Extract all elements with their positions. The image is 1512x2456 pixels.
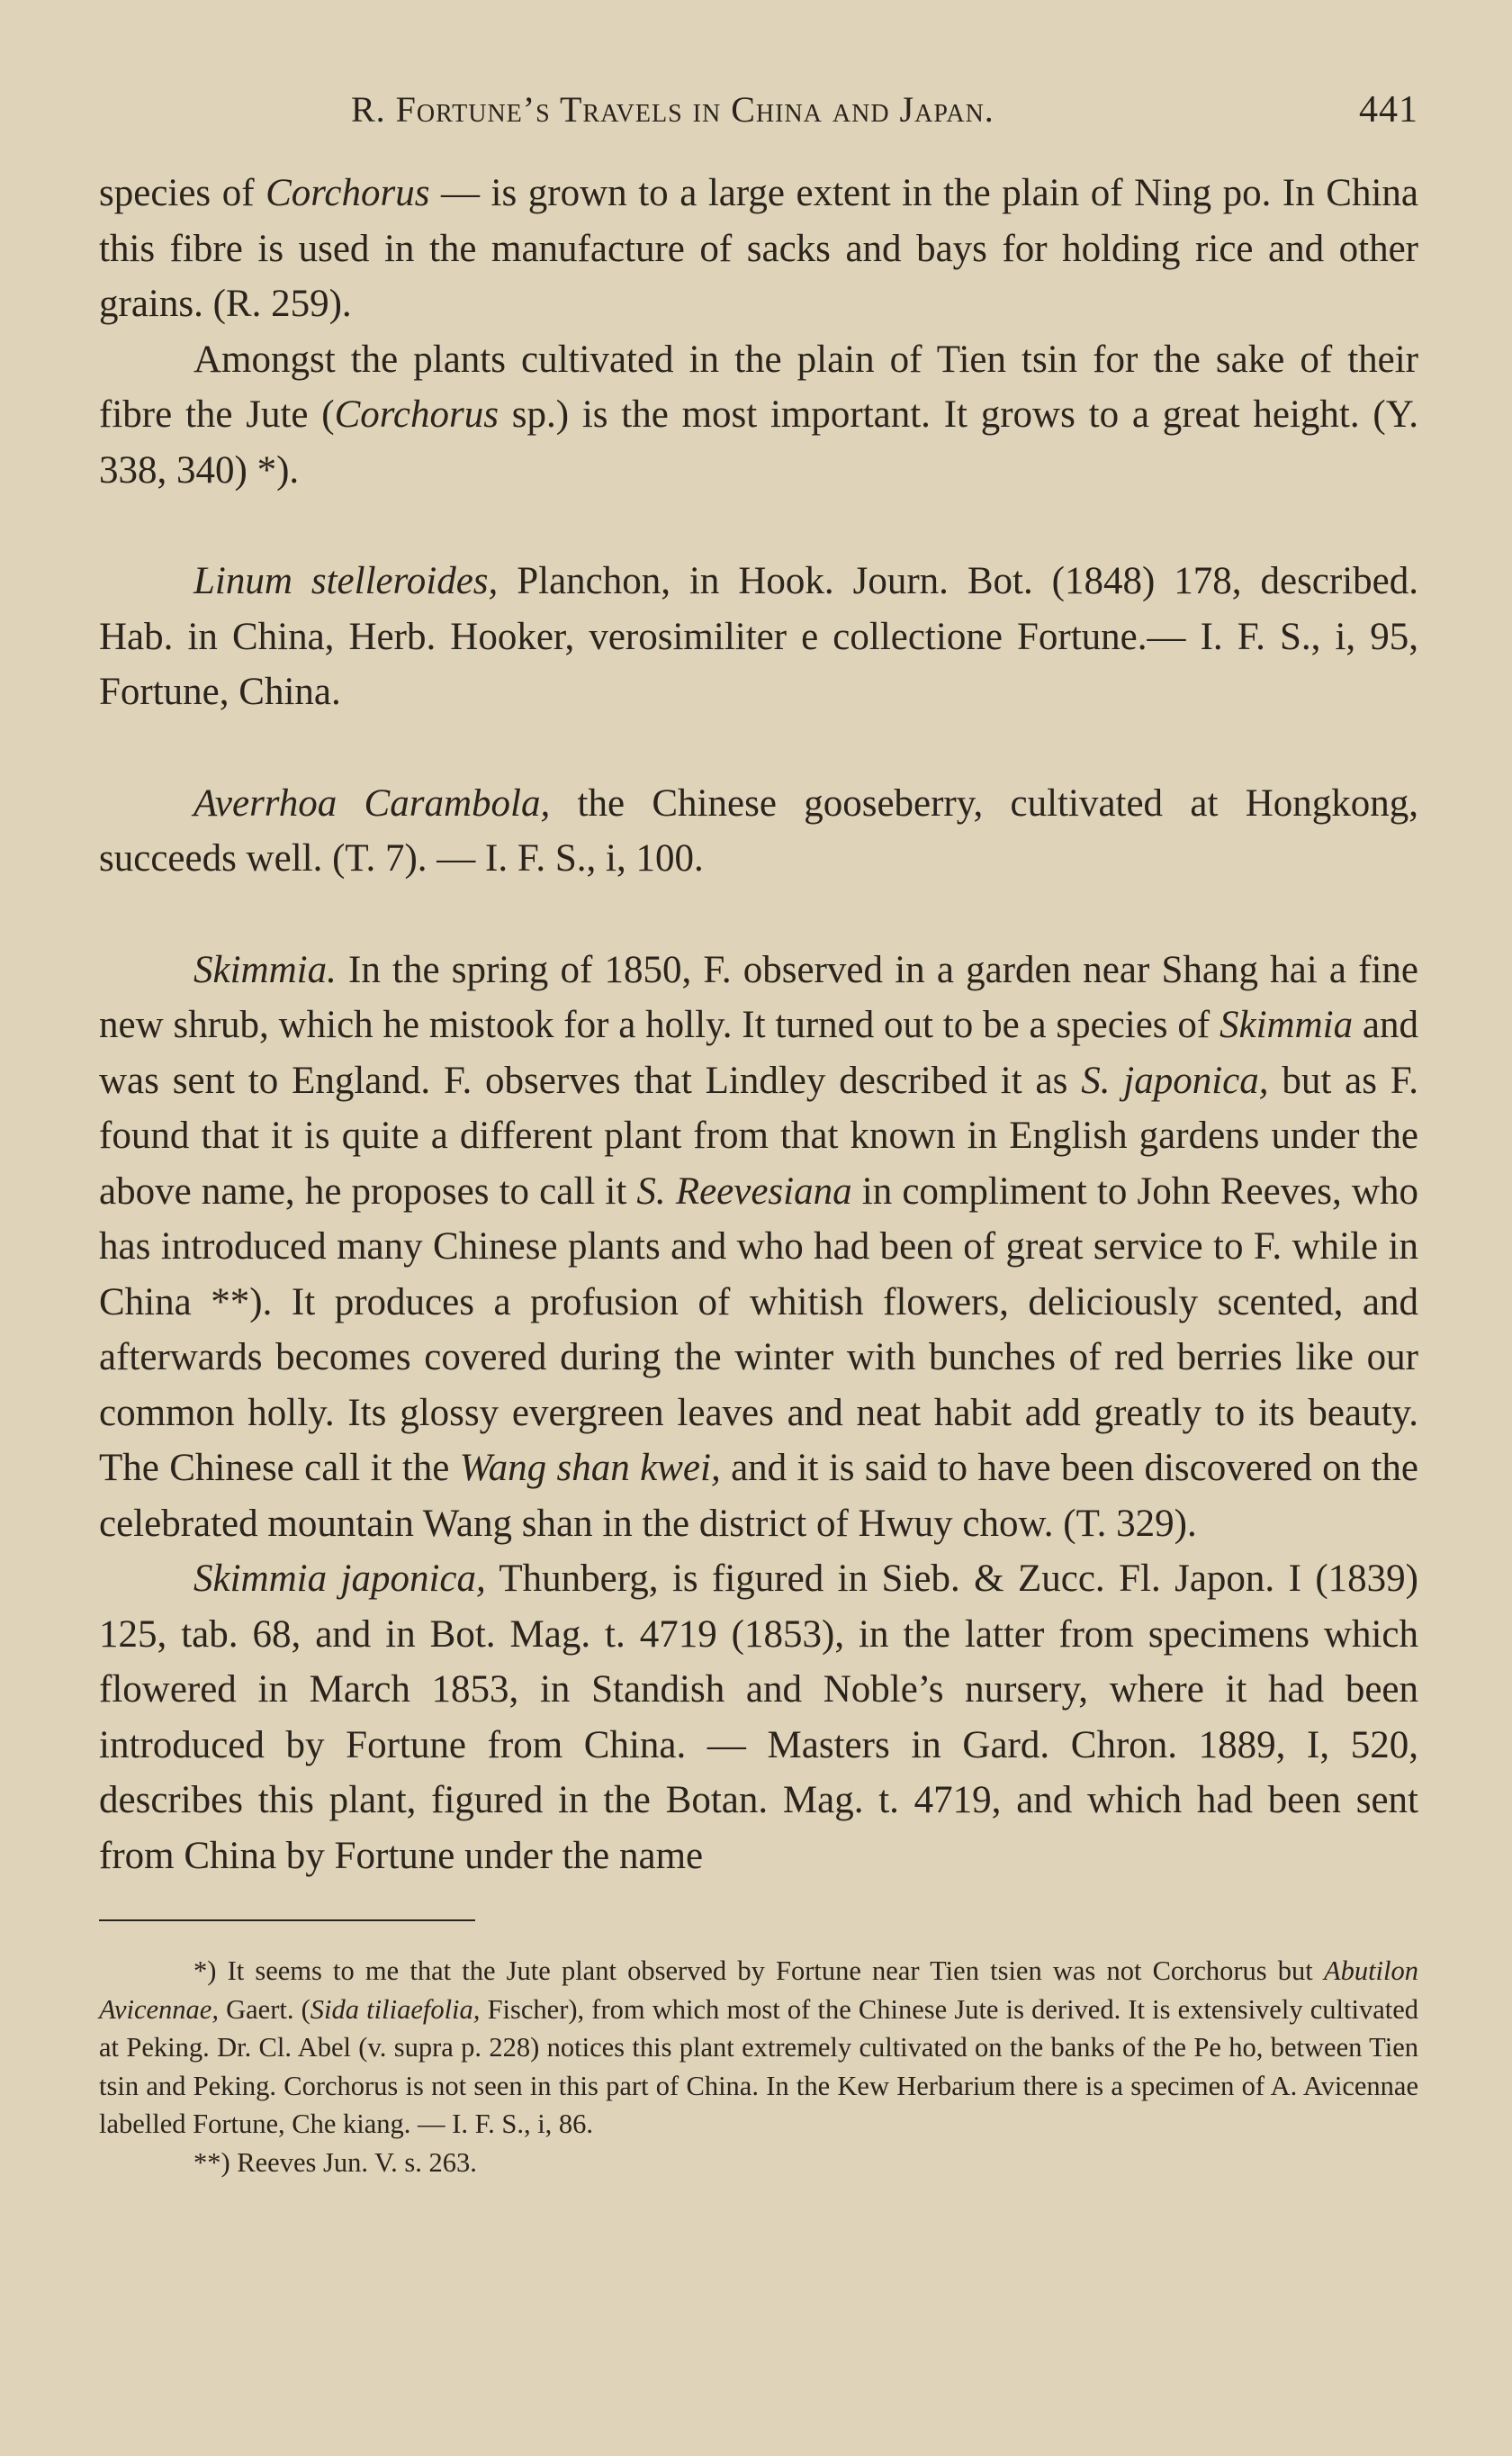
text-run: *) It seems to me that the Jute plant observed by Fortune near Tien tsien was not Corchorus but [194,1955,1324,1986]
footnote [99,1952,1418,2144]
italic-text: Skimmia. [194,948,337,991]
italic-text: Linum stelleroides, [194,560,499,602]
italic-text: Skimmia japonica, [194,1558,486,1600]
italic-text: Averrhoa Carambola, [194,781,551,825]
text-run: — is grown to a large extent in the plain of Ning po. In China this fibre is used in the manufacture of sacks and bays for holding rice and other grains. (R. 259). [99,172,1419,325]
running-header [351,88,1418,131]
italic-text: Sida tiliaefolia, [310,1993,481,2025]
paragraph [99,776,1418,887]
text-run: Gaert. ( [218,1993,310,2025]
italic-text: Abutilon Avicennae, [99,1955,1418,2025]
paragraph [99,943,1418,1552]
text-run: and was sent to England. F. observes that Lindley described it as [99,1004,1418,1102]
text-run: but as F. found that it is quite a different plant from that known in English gardens under the above name, he proposes to call it [99,1059,1418,1213]
page-number: 441 [1359,89,1418,131]
italic-text: S. Reevesiana [636,1169,852,1213]
text-run: Thunberg, is figured in Sieb. & Zucc. Fl. Japon. I (1839) 125, tab. 68, and in Bot. Mag. t. 4719 (1853), in the latter from specimens which flowered in March 1853, in Standish and Noble’s nursery, where it had been introduced by Fortune from China. — Masters in Gard. Chron. 1889, I, 520, describes this plant, figured in the Botan. Mag. t. 4719, and which had been sent from China by Fortune under the name [99,1558,1418,1877]
text-run: Fischer), from which most of the Chinese Jute is derived. It is extensively cultivated at Peking. Dr. Cl. Abel (v. supra p. 228) notices this plant extremely cultivated on the banks of the Pe ho, between Tien tsin and Peking. Corchorus is not seen in this part of China. In the Kew Herbarium there is a specimen of A. Avicennae labelled Fortune, Che kiang. — I. F. S., i, 86. [99,1993,1418,2139]
main-text [99,166,1418,1883]
footnote-rule [99,1919,475,1921]
italic-text: Wang shan kwei, [459,1447,721,1489]
text-run: Planchon, in Hook. Journ. Bot. (1848) 178, described. Hab. in China, Herb. Hooker, verosimiliter e collectione Fortune.— I. F. S., i, 95, Fortune, China. [99,560,1418,713]
footnotes [99,1952,1418,2181]
text-run: in compliment to John Reeves, who has introduced many Chinese plants and who had been of great service to F. while in China **). It produces a profusion of whitish flowers, deliciously scented, and afterwards becomes covered during the winter with bunches of red berries like our common holly. Its glossy evergreen leaves and neat habit add greatly to its beauty. The Chinese call it the [99,1169,1418,1489]
paragraph [99,166,1418,332]
text-run: **) Reeves Jun. V. s. 263. [194,2146,477,2178]
paragraph [99,1551,1418,1883]
text-run: In the spring of 1850, F. observed in a garden near Shang hai a fine new shrub, which he mistook for a holly. It turned out to be a species of [99,948,1418,1046]
italic-text: S. japonica, [1081,1059,1269,1102]
paragraph [99,332,1418,499]
running-title: R. Fortune’s Travels in China and Japan. [351,89,994,130]
text-run: the Chinese gooseberry, cultivated at Hongkong, succeeds well. (T. 7). — I. F. S., i, 100. [99,781,1419,880]
text-run: sp.) is the most important. It grows to a great height. (Y. 338, 340) *). [99,393,1418,492]
text-run: and it is said to have been discovered on the celebrated mountain Wang shan in the district of Hwuy chow. (T. 329). [99,1447,1419,1545]
italic-text: Corchorus [334,393,499,436]
text-run: Amongst the plants cultivated in the plain of Tien tsin for the sake of their fibre the Jute ( [99,338,1418,436]
text-run: species of [99,172,266,214]
footnote [99,2144,1418,2182]
paragraph [99,554,1418,720]
italic-text: Skimmia [1220,1004,1354,1046]
italic-text: Corchorus [266,172,430,214]
